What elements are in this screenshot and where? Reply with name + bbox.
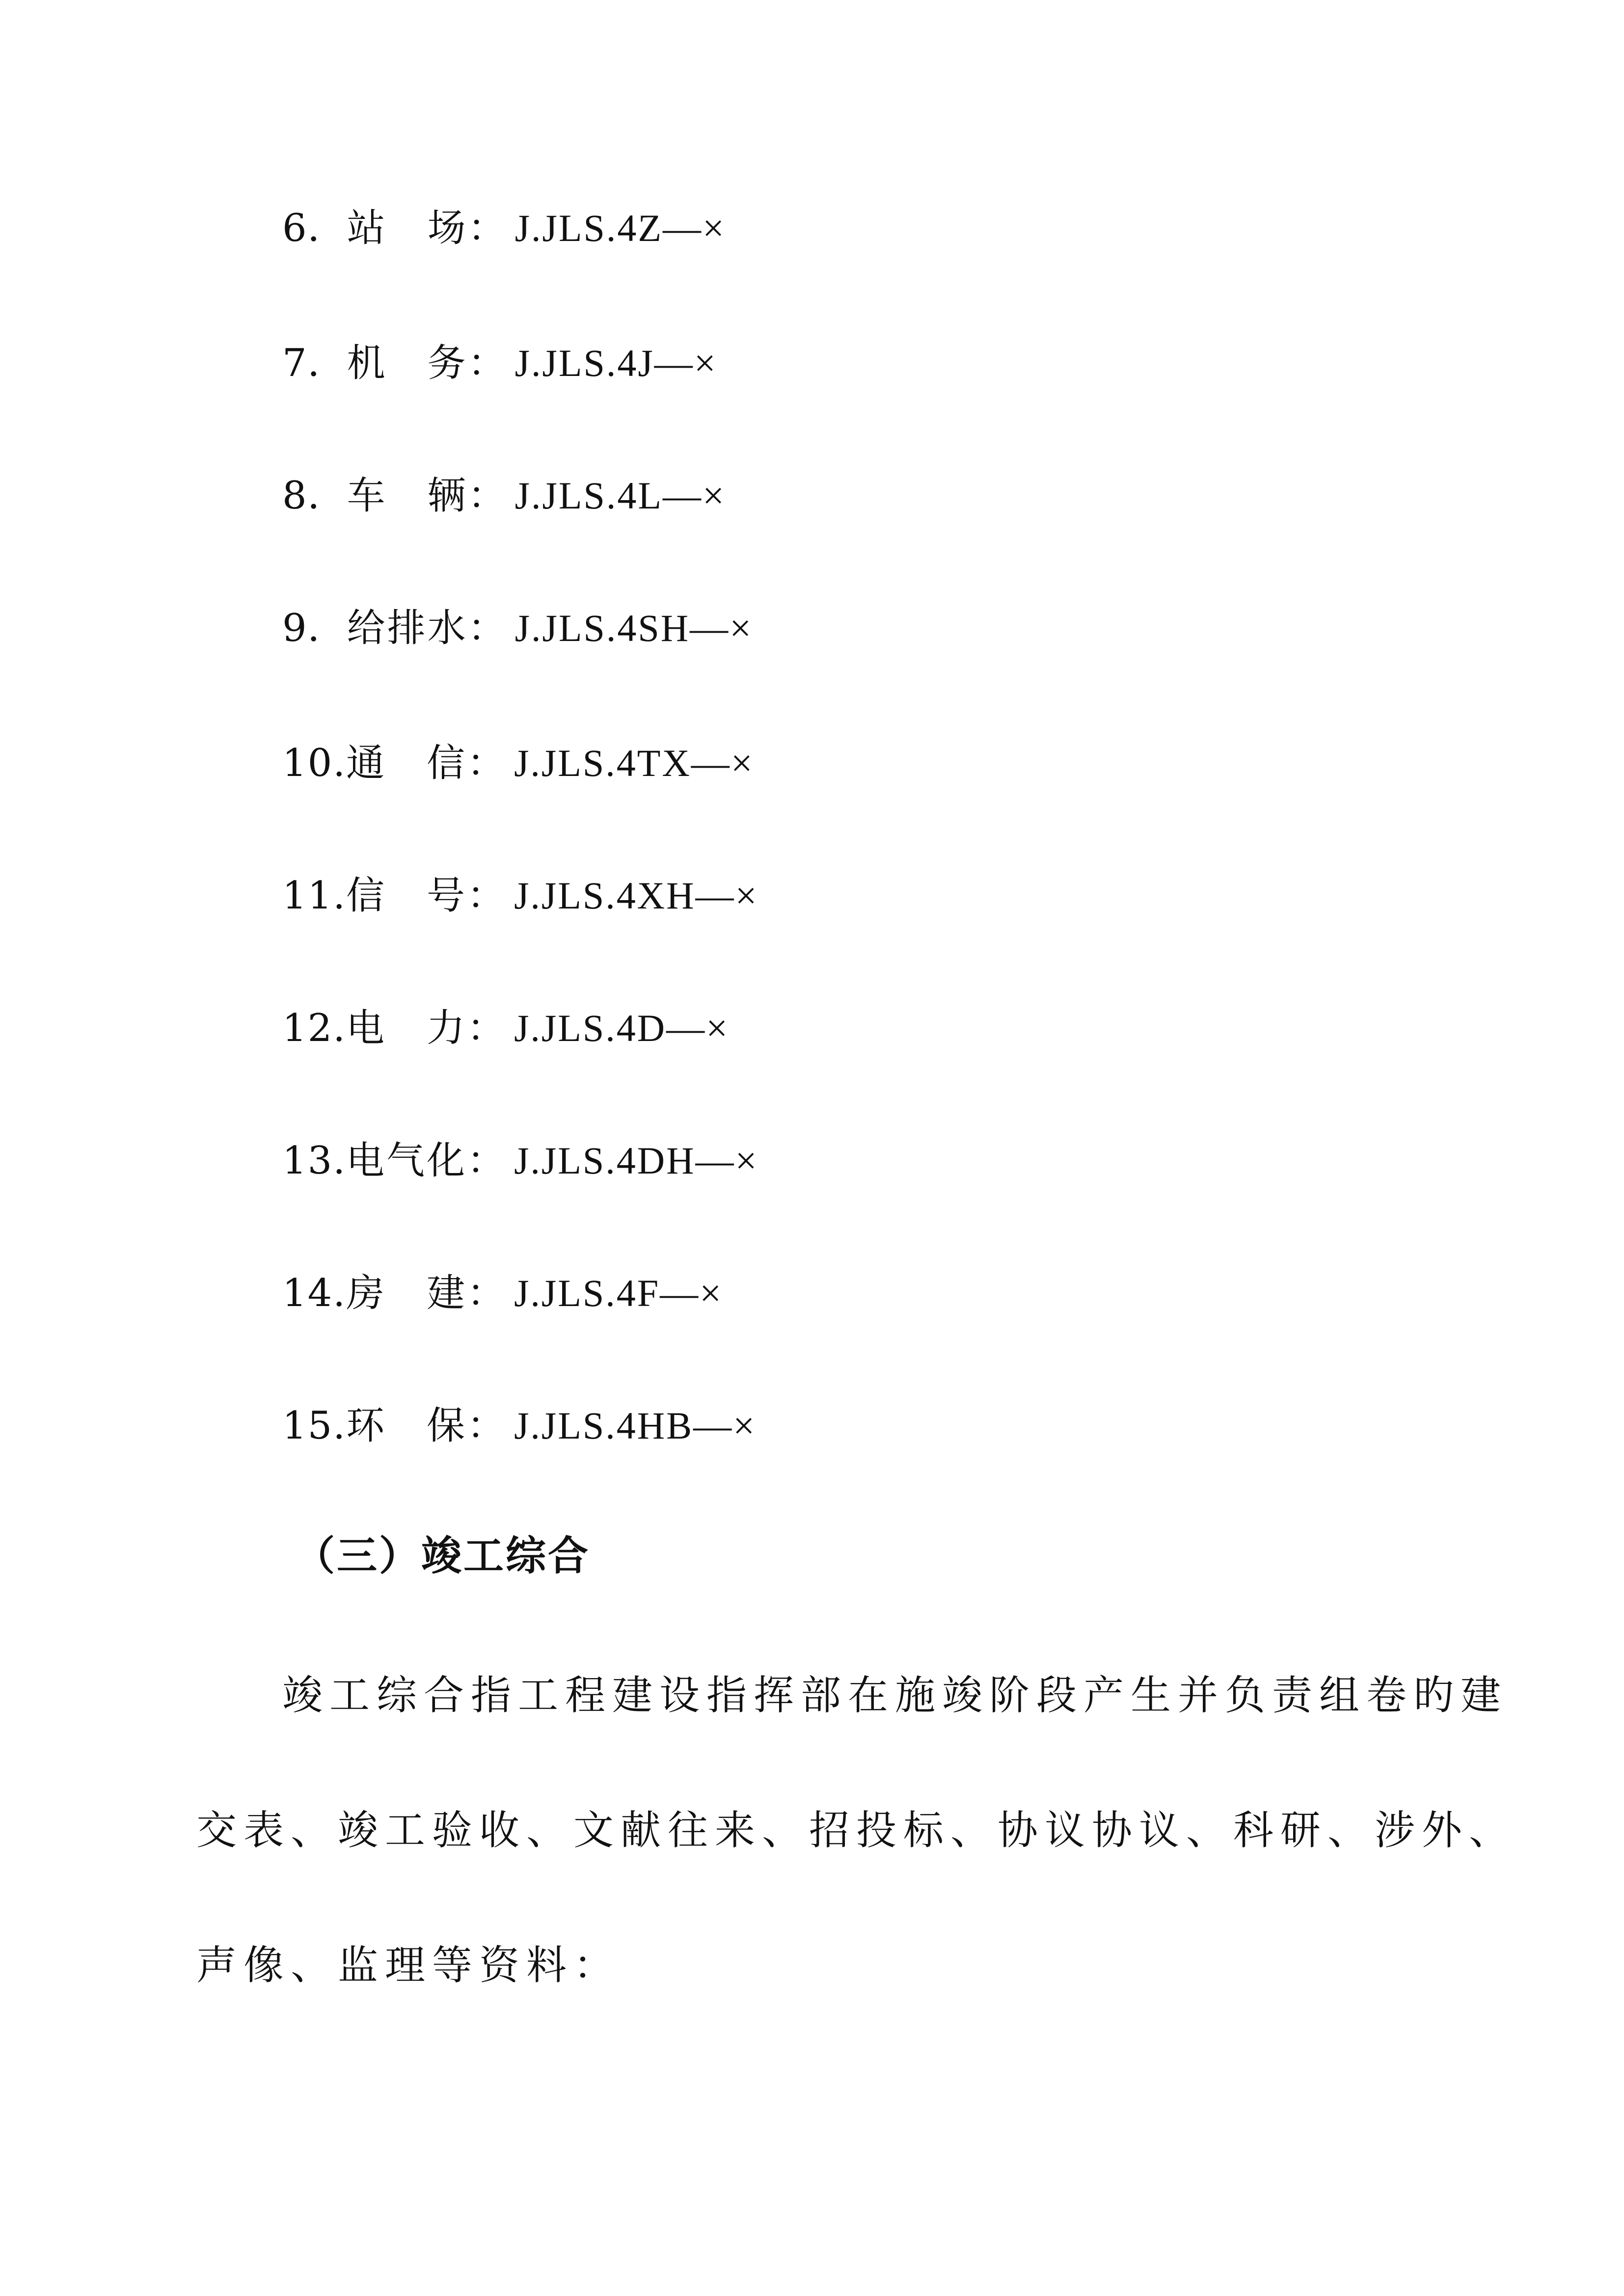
list-item-number: 7． xyxy=(282,341,347,385)
list-item-name: 站 场： xyxy=(347,206,508,250)
list-item-code: J.JLS.4D—× xyxy=(514,1007,730,1049)
list-item-name: 房 建： xyxy=(346,1271,508,1315)
list-item-code: J.JLS.4L—× xyxy=(514,474,726,517)
list-item-number: 11. xyxy=(282,874,347,918)
paragraph-line: 交表、竣工验收、文献往来、招投标、协议协议、科研、涉外、 xyxy=(196,1807,1516,1854)
list-item xyxy=(282,999,729,1058)
list-item xyxy=(282,199,726,258)
list-item-name: 车 辆： xyxy=(347,474,508,518)
list-item-code: J.JLS.4SH—× xyxy=(514,607,753,649)
list-item-name: 电气化： xyxy=(346,1139,508,1183)
list-item-code: J.JLS.4J—× xyxy=(514,342,717,384)
list-item-number: 14. xyxy=(282,1271,347,1315)
list-item-number: 15. xyxy=(282,1404,347,1448)
paragraph-line: 声像、监理等资料： xyxy=(196,1942,621,1989)
list-item xyxy=(282,734,754,793)
list-item-code: J.JLS.4Z—× xyxy=(514,207,726,249)
list-item-name: 信 号： xyxy=(346,874,508,918)
list-item-number: 6． xyxy=(282,206,347,250)
list-item-code: J.JLS.4F—× xyxy=(514,1272,723,1314)
list-item-code: J.JLS.4TX—× xyxy=(514,742,754,784)
list-item xyxy=(282,1264,723,1323)
list-item-name: 电 力： xyxy=(346,1006,508,1050)
list-item-number: 13. xyxy=(282,1139,347,1183)
list-item-number: 9． xyxy=(282,606,347,650)
list-item-name: 通 信： xyxy=(346,741,508,785)
list-item-code: J.JLS.4XH—× xyxy=(514,874,758,917)
list-item xyxy=(282,1131,758,1190)
list-item-code: J.JLS.4HB—× xyxy=(514,1404,757,1447)
list-item-code: J.JLS.4DH—× xyxy=(514,1139,758,1182)
list-item xyxy=(282,866,758,925)
list-item-number: 10. xyxy=(282,741,347,785)
list-item-number: 12. xyxy=(282,1006,347,1050)
paragraph-line: 竣工综合指工程建设指挥部在施竣阶段产生并负责组卷旳建 xyxy=(282,1672,1508,1719)
list-item xyxy=(282,466,726,525)
list-item xyxy=(282,1396,756,1455)
list-item-name: 给排水： xyxy=(347,606,508,650)
section-heading: （三）竣工综合 xyxy=(295,1532,591,1579)
list-item-name: 环 保： xyxy=(346,1404,508,1448)
list-item xyxy=(282,599,753,658)
list-item xyxy=(282,334,717,393)
list-item-name: 机 务： xyxy=(347,341,508,385)
list-item-number: 8． xyxy=(282,474,347,518)
